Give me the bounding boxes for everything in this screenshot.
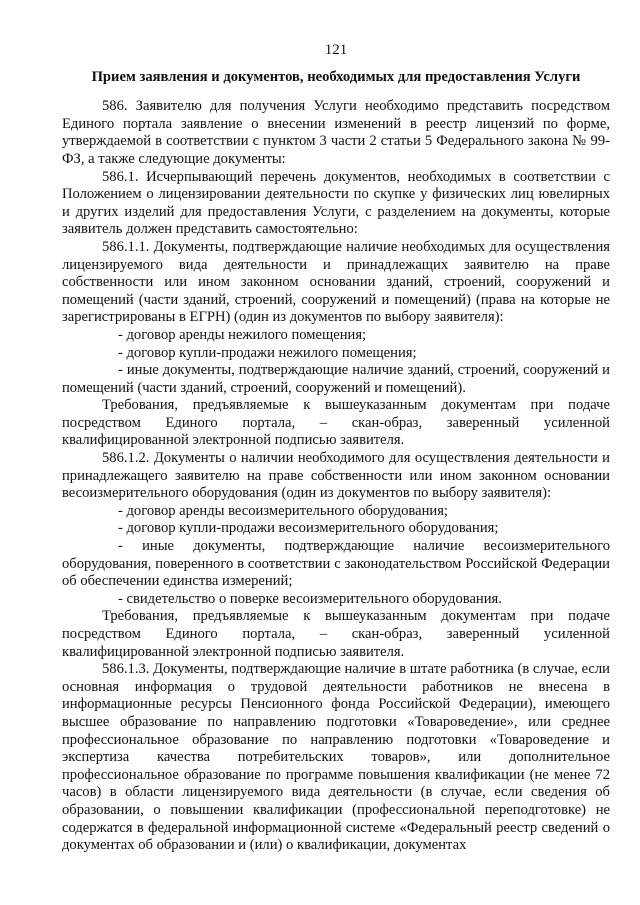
paragraph: 586.1.3. Документы, подтверждающие наличие в штате работника (в случае, если основная информация о трудовой деятельности работников не внесена в информационные ресурсы Пенсионного фонда Российской Федерации), имеющего высшее образование по направлению подготовки «Товароведение», или среднее профессиональное образование по направлению подготовки «Товароведение и экспертиза качества потребительских товаров», или дополнительное профессиональное образование по программе повышения квалификации (не менее 72 часов) в области лицензируемого вида деятельности (в случае, если сведения об образовании, о повышении квалификации (профессиональной переподготовке) не содержатся в федеральной информационной системе «Федеральный реестр сведений о документах об образовании и (или) о квалификации, документах [62, 661, 610, 854]
document-body [62, 98, 610, 855]
paragraph: 586. Заявителю для получения Услуги необходимо представить посредством Единого портала заявление о внесении изменений в реестр лицензий по форме, утверждаемой в соответствии с пунктом 3 части 2 статьи 5 Федерального закона № 99-ФЗ, а также следующие документы: [62, 98, 610, 167]
paragraph: Требования, предъявляемые к вышеуказанным документам при подаче посредством Единого портала, – скан-образ, заверенный усиленной квалифицированной электронной подписью заявителя. [62, 608, 610, 660]
list-item: - договор аренды нежилого помещения; [118, 326, 367, 343]
list-item: - иные документы, подтверждающие наличие зданий, строений, сооружений и помещений (части зданий, строений, сооружений и помещений). [62, 362, 610, 396]
list-item: - договор купли-продажи нежилого помещения; [118, 344, 417, 361]
list-item: - свидетельство о поверке весоизмерительного оборудования. [118, 590, 502, 607]
paragraph: 586.1.2. Документы о наличии необходимого для осуществления деятельности и принадлежащего заявителю на праве собственности или ином законном основании весоизмерительного оборудования (один из документов по выбору заявителя): [62, 450, 610, 502]
section-heading: Прием заявления и документов, необходимых для предоставления Услуги [91, 68, 581, 85]
paragraph: 586.1.1. Документы, подтверждающие наличие необходимых для осуществления лицензируемого вида деятельности и принадлежащих заявителю на праве собственности или ином законном основании зданий, строений, сооружений и помещений (части зданий, строений, сооружений и помещений) (права на которые не зарегистрированы в ЕГРН) (один из документов по выбору заявителя): [62, 238, 610, 326]
list-item: - договор купли-продажи весоизмерительного оборудования; [118, 520, 499, 537]
paragraph: 586.1. Исчерпывающий перечень документов, необходимых в соответствии с Положением о лицензировании деятельности по скупке у физических лиц ювелирных и других изделий для предоставления Услуги, с разделением на документы, которые заявитель должен представить самостоятельно: [62, 168, 610, 238]
list-item: - договор аренды весоизмерительного оборудования; [118, 502, 448, 519]
page-number: 121 [324, 42, 348, 58]
paragraph: Требования, предъявляемые к вышеуказанным документам при подаче посредством Единого портала, – скан-образ, заверенный усиленной квалифицированной электронной подписью заявителя. [62, 397, 610, 449]
list-item: - иные документы, подтверждающие наличие весоизмерительного оборудования, поверенного в соответствии с законодательством Российской Федерации об обеспечении единства измерений; [62, 538, 610, 590]
